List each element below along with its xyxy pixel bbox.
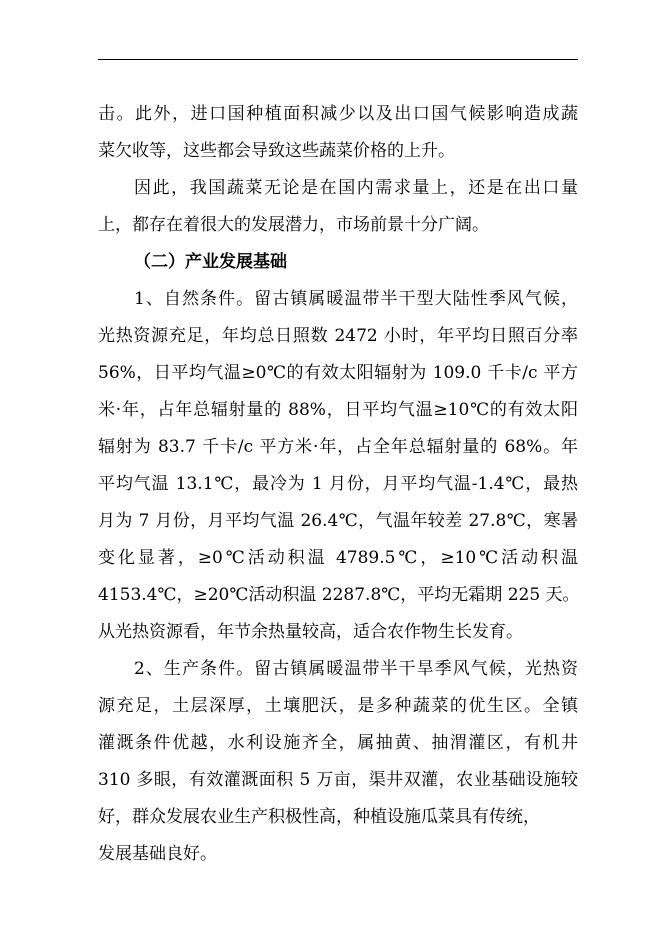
text-line: 击。此外，进口国种植面积减少以及出口国气候影响造成蔬 (98, 104, 578, 124)
text-line: 光热资源充足，年均总日照数 2472 小时，年平均日照百分率 (98, 326, 578, 346)
text-line: 灌溉条件优越，水利设施齐全，属抽黄、抽渭灌区，有机井 (98, 733, 578, 753)
text-line: 1、自然条件。留古镇属暖温带半干型大陆性季风气候， (134, 289, 578, 309)
section-heading: （二）产业发展基础 (134, 252, 287, 272)
text-line: 源充足，土层深厚，土壤肥沃，是多种蔬菜的优生区。全镇 (98, 696, 578, 716)
text-line: 上，都存在着很大的发展潜力，市场前景十分广阔。 (98, 215, 489, 235)
header-rule (98, 59, 578, 60)
text-line: 平均气温 13.1℃，最冷为 1 月份，月平均气温-1.4℃，最热 (98, 474, 578, 494)
text-line: 4153.4℃，≥20℃活动积温 2287.8℃，平均无霜期 225 天。 (98, 585, 580, 605)
text-line: 2、生产条件。留古镇属暖温带半干旱季风气候，光热资 (134, 659, 578, 679)
text-line: 月为 7 月份，月平均气温 26.4℃，气温年较差 27.8℃，寒暑 (98, 511, 578, 531)
text-line: 从光热资源看，年节余热量较高，适合农作物生长发育。 (98, 622, 523, 642)
text-line: 因此，我国蔬菜无论是在国内需求量上，还是在出口量 (134, 178, 578, 198)
text-line: 菜欠收等，这些都会导致这些蔬菜价格的上升。 (98, 141, 455, 161)
text-line: 辐射为 83.7 千卡/c 平方米·年，占全年总辐射量的 68%。年 (98, 437, 578, 457)
text-line: 米·年，占年总辐射量的 88%，日平均气温≥10℃的有效太阳 (98, 400, 578, 420)
text-line: 好，群众发展农业生产积极性高，种植设施瓜菜具有传统， (98, 807, 540, 827)
text-line: 310 多眼，有效灌溉面积 5 万亩，渠井双灌，农业基础设施较 (98, 770, 578, 790)
document-body (98, 96, 578, 873)
text-line: 变化显著，≥0℃活动积温 4789.5℃，≥10℃活动积温 (98, 548, 578, 568)
text-line: 发展基础良好。 (98, 844, 217, 864)
text-line: 56%，日平均气温≥0℃的有效太阳辐射为 109.0 千卡/c 平方 (98, 363, 578, 383)
